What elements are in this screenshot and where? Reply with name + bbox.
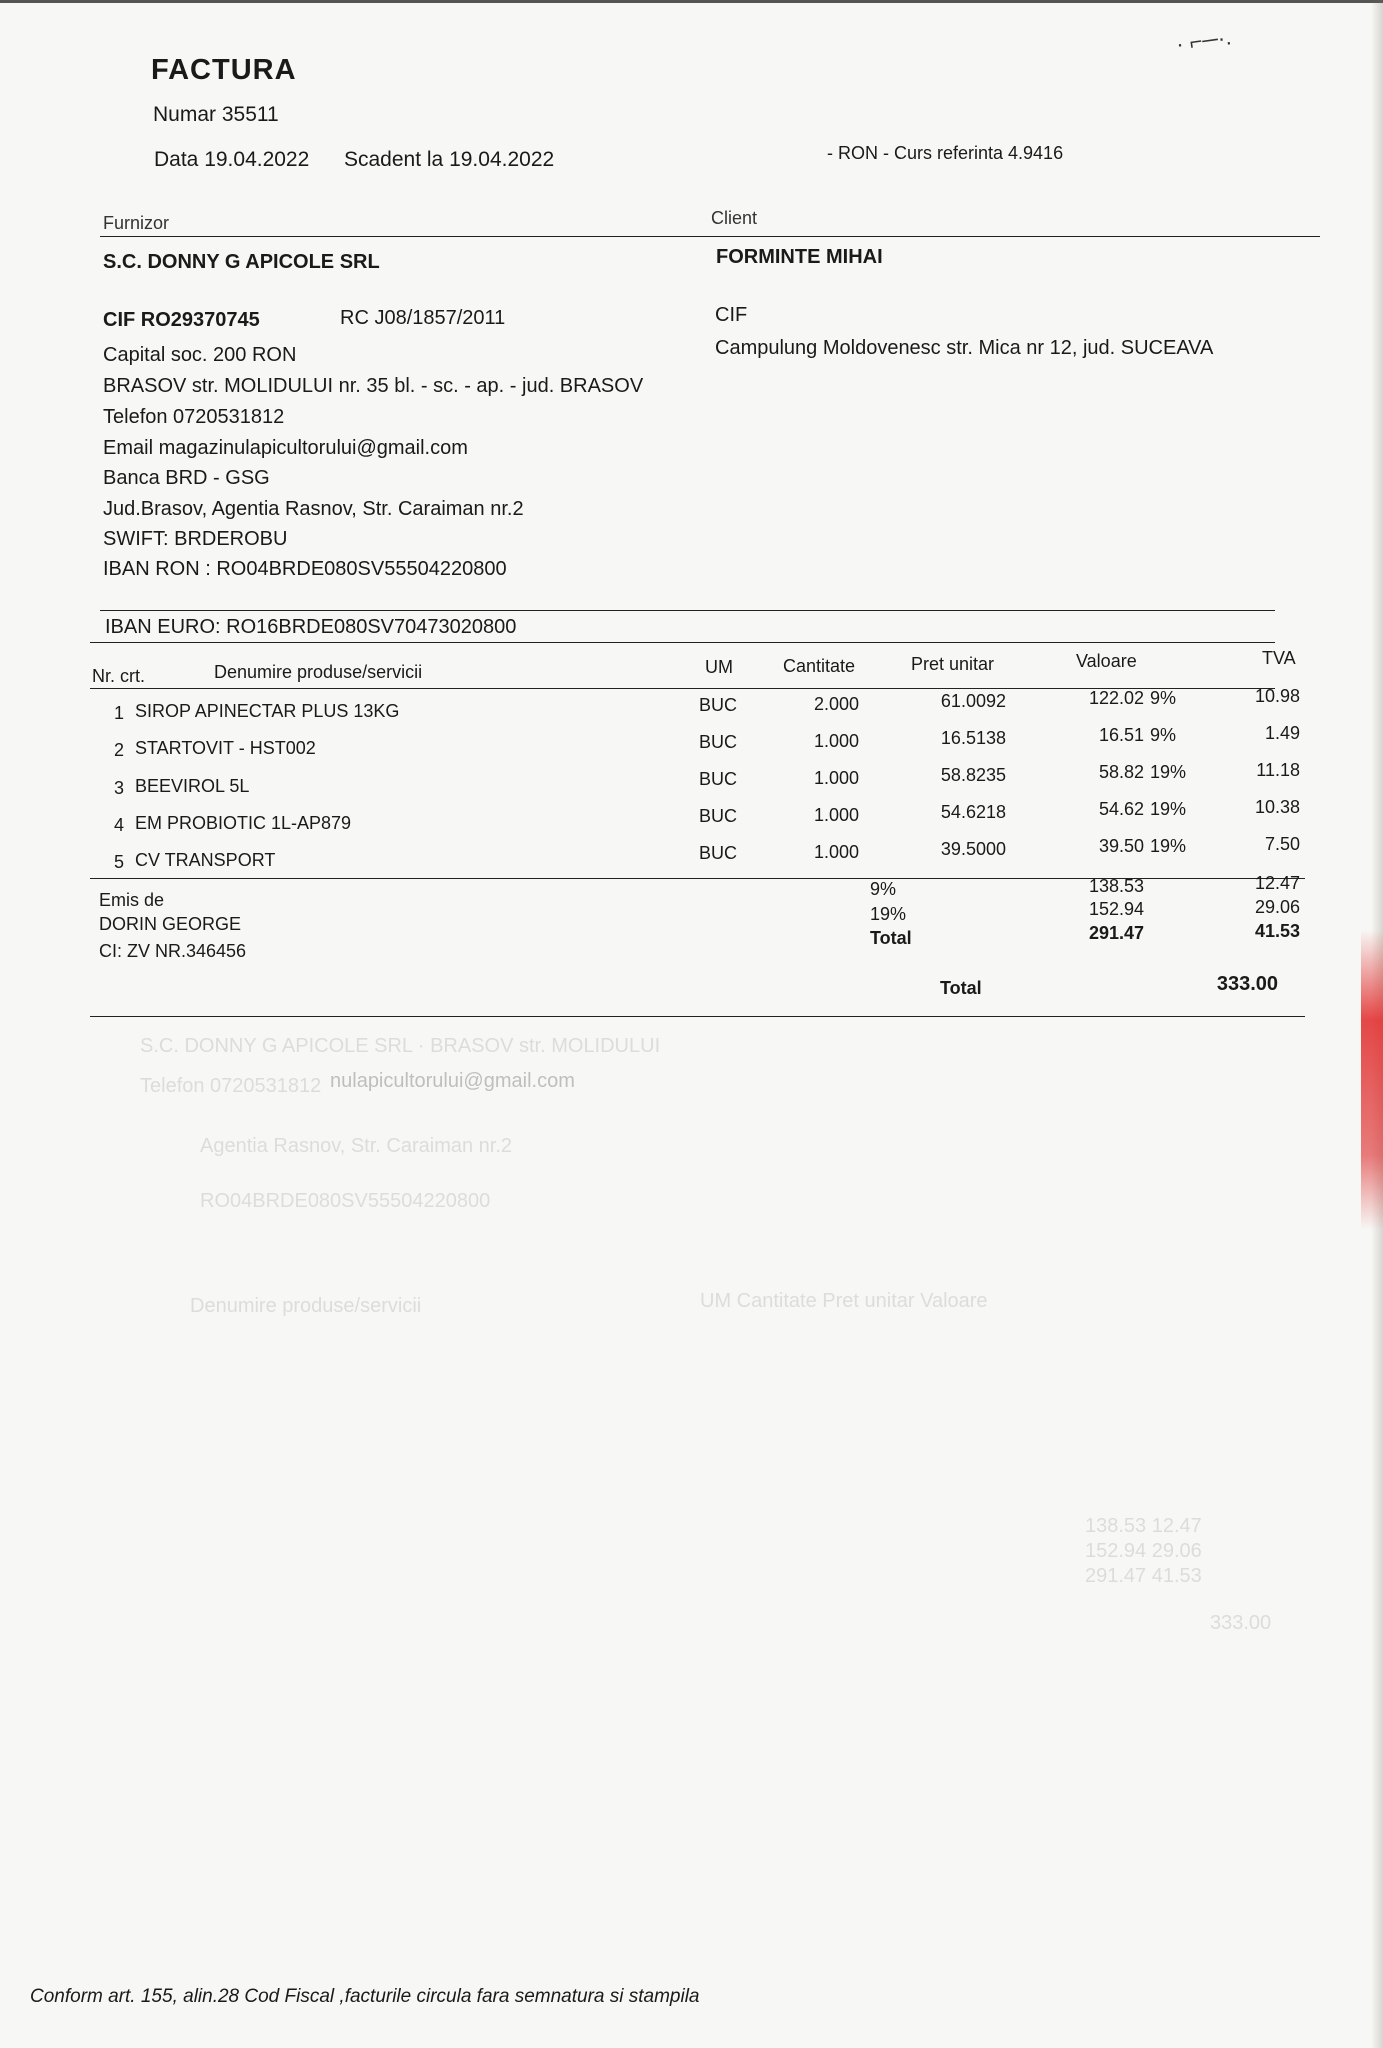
total-19-label: 19% bbox=[870, 904, 907, 924]
grand-total-value: 333.00 bbox=[1216, 973, 1278, 995]
col-name: Denumire produse/servicii bbox=[214, 662, 423, 682]
total-19-vat: 29.06 bbox=[1254, 897, 1300, 917]
row-value: 58.82 bbox=[1098, 762, 1144, 782]
total-label: Total bbox=[870, 928, 912, 948]
scan-red-stain bbox=[1361, 930, 1383, 1230]
show-through-text: Denumire produse/servicii bbox=[190, 1295, 422, 1317]
grand-total-label: Total bbox=[940, 978, 982, 998]
row-vat: 10.38 bbox=[1254, 797, 1300, 817]
divider-parties bbox=[100, 236, 1320, 237]
col-nr: Nr. crt. bbox=[92, 666, 145, 686]
row-value: 16.51 bbox=[1098, 725, 1144, 745]
row-um: BUC bbox=[699, 769, 738, 789]
row-vat: 1.49 bbox=[1264, 723, 1300, 743]
row-vat: 7.50 bbox=[1264, 834, 1300, 854]
row-qty: 2.000 bbox=[813, 694, 859, 714]
show-through-text: 152.94 29.06 bbox=[1085, 1540, 1202, 1562]
row-qty: 1.000 bbox=[813, 805, 859, 825]
handwritten-mark: · ⌐─·. bbox=[1174, 24, 1233, 57]
show-through-text: Agentia Rasnov, Str. Caraiman nr.2 bbox=[200, 1135, 513, 1157]
row-price: 61.0092 bbox=[940, 691, 1006, 711]
row-price: 16.5138 bbox=[940, 728, 1006, 748]
supplier-phone: Telefon 0720531812 bbox=[103, 406, 285, 428]
row-name: CV TRANSPORT bbox=[135, 850, 276, 870]
show-through-text: UM Cantitate Pret unitar Valoare bbox=[700, 1290, 988, 1312]
row-value: 39.50 bbox=[1098, 836, 1144, 856]
col-value: Valoare bbox=[1076, 651, 1137, 671]
divider-iban bbox=[100, 610, 1275, 611]
totals-bottom-rule bbox=[90, 1016, 1305, 1017]
row-nr: 5 bbox=[114, 852, 125, 872]
row-value: 54.62 bbox=[1098, 799, 1144, 819]
legal-footer: Conform art. 155, alin.28 Cod Fiscal ,facturile circula fara semnatura si stampila bbox=[30, 1986, 700, 2007]
row-name: EM PROBIOTIC 1L-AP879 bbox=[135, 813, 352, 833]
row-nr: 2 bbox=[114, 740, 125, 760]
row-qty: 1.000 bbox=[813, 768, 859, 788]
show-through-text: nulapicultorului@gmail.com bbox=[330, 1070, 575, 1092]
row-um: BUC bbox=[699, 732, 738, 752]
row-nr: 4 bbox=[114, 815, 125, 835]
row-rate: 19% bbox=[1150, 762, 1187, 782]
total-vat: 41.53 bbox=[1254, 921, 1300, 941]
supplier-address: BRASOV str. MOLIDULUI nr. 35 bl. - sc. - ap. - jud. BRASOV bbox=[103, 375, 644, 397]
row-nr: 1 bbox=[114, 703, 125, 723]
row-qty: 1.000 bbox=[813, 731, 859, 751]
total-9-value: 138.53 bbox=[1088, 876, 1144, 896]
invoice-date: Data 19.04.2022 bbox=[154, 148, 310, 171]
show-through-text: Telefon 0720531812 bbox=[140, 1075, 322, 1097]
row-rate: 19% bbox=[1150, 836, 1187, 856]
supplier-swift: SWIFT: BRDEROBU bbox=[103, 528, 288, 550]
total-9-vat: 12.47 bbox=[1254, 873, 1300, 893]
col-vat: TVA bbox=[1262, 648, 1296, 668]
row-rate: 9% bbox=[1150, 688, 1177, 708]
row-value: 122.02 bbox=[1088, 688, 1144, 708]
supplier-iban-euro: IBAN EURO: RO16BRDE080SV70473020800 bbox=[105, 616, 517, 638]
supplier-rc: RC J08/1857/2011 bbox=[340, 307, 506, 329]
row-price: 58.8235 bbox=[940, 765, 1006, 785]
row-name: STARTOVIT - HST002 bbox=[135, 738, 316, 758]
row-um: BUC bbox=[699, 843, 738, 863]
total-9-label: 9% bbox=[870, 879, 897, 899]
invoice-due-date: Scadent la 19.04.2022 bbox=[344, 148, 555, 171]
client-address: Campulung Moldovenesc str. Mica nr 12, jud. SUCEAVA bbox=[715, 337, 1214, 359]
total-value: 291.47 bbox=[1088, 923, 1144, 943]
supplier-cif: CIF RO29370745 bbox=[103, 309, 260, 331]
issuer-name: DORIN GEORGE bbox=[99, 914, 242, 934]
show-through-text: 291.47 41.53 bbox=[1085, 1565, 1202, 1587]
row-um: BUC bbox=[699, 695, 738, 715]
client-name: FORMINTE MIHAI bbox=[716, 246, 883, 268]
table-top-rule bbox=[90, 642, 1275, 643]
show-through-text: 138.53 12.47 bbox=[1085, 1515, 1202, 1537]
row-rate: 19% bbox=[1150, 799, 1187, 819]
supplier-bank: Banca BRD - GSG bbox=[103, 467, 270, 489]
supplier-email: Email magazinulapicultorului@gmail.com bbox=[103, 437, 468, 459]
issuer-label: Emis de bbox=[99, 890, 165, 910]
scan-top-edge bbox=[0, 0, 1383, 3]
row-rate: 9% bbox=[1150, 725, 1177, 745]
show-through-text: S.C. DONNY G APICOLE SRL · BRASOV str. MOLIDULUI bbox=[140, 1035, 661, 1057]
client-cif: CIF bbox=[715, 304, 748, 326]
col-um: UM bbox=[705, 657, 733, 677]
supplier-capital: Capital soc. 200 RON bbox=[103, 344, 297, 366]
currency-rate: - RON - Curs referinta 4.9416 bbox=[827, 143, 1064, 163]
supplier-label: Furnizor bbox=[103, 213, 170, 233]
col-qty: Cantitate bbox=[783, 656, 856, 676]
row-price: 39.5000 bbox=[940, 839, 1006, 859]
supplier-iban-ron: IBAN RON : RO04BRDE080SV55504220800 bbox=[103, 558, 507, 580]
row-qty: 1.000 bbox=[813, 842, 859, 862]
issuer-id: CI: ZV NR.346456 bbox=[99, 941, 247, 961]
invoice-title: FACTURA bbox=[151, 54, 297, 86]
row-vat: 10.98 bbox=[1254, 686, 1300, 706]
row-nr: 3 bbox=[114, 778, 125, 798]
show-through-text: RO04BRDE080SV55504220800 bbox=[200, 1190, 491, 1212]
row-name: BEEVIROL 5L bbox=[135, 776, 250, 796]
supplier-bank-address: Jud.Brasov, Agentia Rasnov, Str. Caraiman nr.2 bbox=[103, 498, 524, 520]
invoice-number: Numar 35511 bbox=[153, 103, 279, 126]
row-um: BUC bbox=[699, 806, 738, 826]
supplier-name: S.C. DONNY G APICOLE SRL bbox=[103, 251, 380, 273]
col-price: Pret unitar bbox=[911, 654, 995, 674]
row-vat: 11.18 bbox=[1256, 760, 1300, 780]
client-label: Client bbox=[711, 208, 758, 228]
row-name: SIROP APINECTAR PLUS 13KG bbox=[135, 701, 400, 721]
total-19-value: 152.94 bbox=[1088, 899, 1144, 919]
show-through-text: 333.00 bbox=[1210, 1612, 1272, 1634]
row-price: 54.6218 bbox=[940, 802, 1006, 822]
